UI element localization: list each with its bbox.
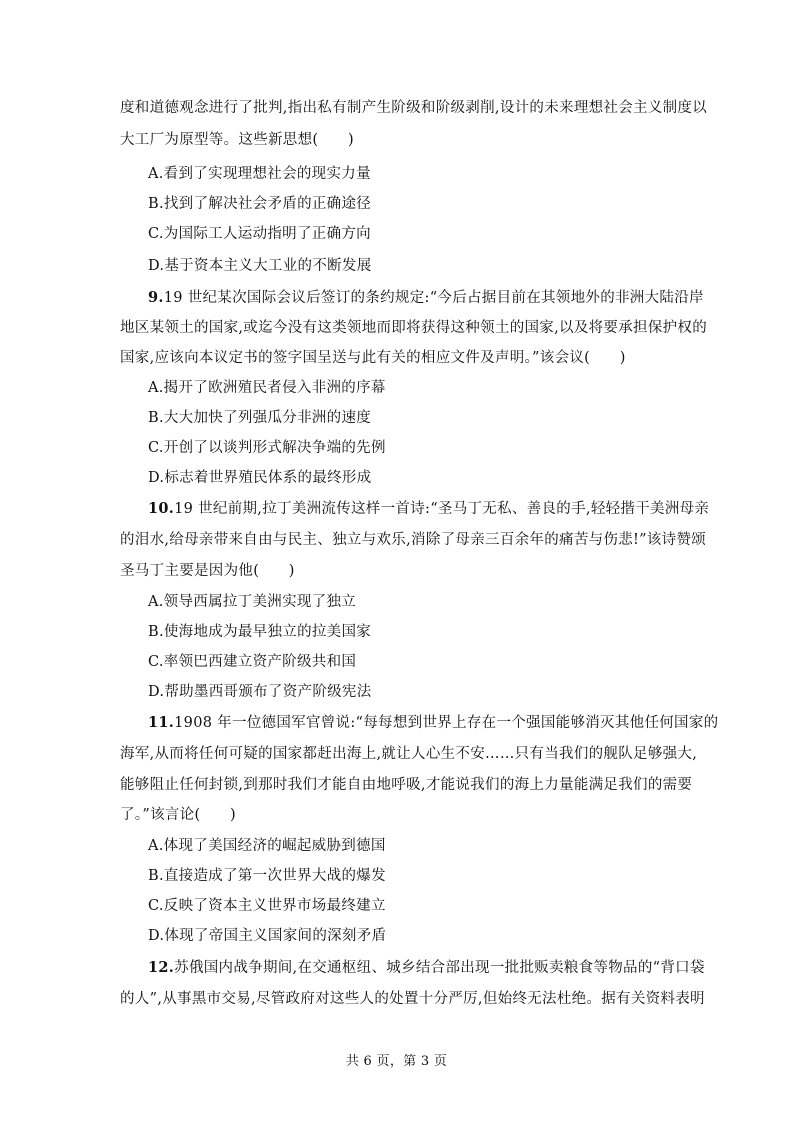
- q10-line-3: 圣马丁主要是因为他( ): [120, 563, 295, 579]
- q9-option-d: D.标志着世界殖民体系的最终形成: [148, 470, 372, 486]
- intro-option-a: A.看到了实现理想社会的现实力量: [148, 166, 371, 182]
- q11-line-2: 海军,从而将任何可疑的国家都赶出海上,就让人心生不安……只有当我们的舰队足够强大,: [120, 746, 698, 762]
- q12-number: 12.: [148, 959, 175, 976]
- q9-option-b: B.大大加快了列强瓜分非洲的速度: [148, 410, 372, 426]
- q12-text-1: 苏俄国内战争期间,在交通枢纽、城乡结合部出现一批批贩卖粮食等物品的“背口袋: [174, 960, 705, 976]
- q9-option-c: C.开创了以谈判形式解决争端的先例: [148, 440, 386, 456]
- intro-option-b: B.找到了解决社会矛盾的正确途径: [148, 196, 372, 212]
- intro-option-c: C.为国际工人运动指明了正确方向: [148, 226, 371, 242]
- page-footer: 共 6 页，第 3 页: [345, 1054, 448, 1069]
- q10-text-1: 19 世纪前期,拉丁美洲流传这样一首诗:“圣马丁无私、善良的手,轻轻揩干美洲母亲: [174, 501, 710, 517]
- q11-line-3: 能够阻止任何封锁,到那时我们才能自由地呼吸,才能说我们的海上力量能满足我们的需要: [120, 777, 693, 793]
- q10-option-a: A.领导西属拉丁美洲实现了独立: [148, 594, 357, 610]
- q11-line-1: [148, 711, 718, 732]
- q11-number: 11.: [148, 714, 175, 731]
- intro-option-d: D.基于资本主义大工业的不断发展: [148, 258, 372, 274]
- q9-line-1: [148, 286, 704, 307]
- q11-line-4: 了。”该言论( ): [120, 807, 236, 823]
- q10-option-b: B.使海地成为最早独立的拉美国家: [148, 624, 372, 640]
- intro-line-2: 大工厂为原型等。这些新思想( ): [120, 132, 354, 148]
- q10-number: 10.: [148, 500, 175, 517]
- q11-text-1: 1908 年一位德国军官曾说:“每每想到世界上存在一个强国能够消灭其他任何国家的: [174, 715, 719, 731]
- q9-number: 9.: [148, 289, 164, 306]
- q11-option-a: A.体现了美国经济的崛起威胁到德国: [148, 838, 386, 854]
- q10-line-2: 的泪水,给母亲带来自由与民主、独立与欢乐,消除了母亲三百余年的痛苦与伤悲!”该诗赞颂: [120, 532, 707, 548]
- q9-text-1: 19 世纪某次国际会议后签订的条约规定:“今后占据目前在其领地外的非洲大陆沿岸: [163, 290, 704, 306]
- q10-line-1: [148, 497, 709, 518]
- q10-option-d: D.帮助墨西哥颁布了资产阶级宪法: [148, 684, 372, 700]
- q12-line-2: 的人”,从事黑市交易,尽管政府对这些人的处置十分严厉,但始终无法杜绝。据有关资料表明: [120, 991, 705, 1007]
- q9-option-a: A.揭开了欧洲殖民者侵入非洲的序幕: [148, 380, 386, 396]
- q11-option-d: D.体现了帝国主义国家间的深刻矛盾: [148, 928, 387, 944]
- q11-option-b: B.直接造成了第一次世界大战的爆发: [148, 868, 386, 884]
- q10-option-c: C.率领巴西建立资产阶级共和国: [148, 654, 357, 670]
- q12-line-1: [148, 956, 705, 977]
- q11-option-c: C.反映了资本主义世界市场最终建立: [148, 898, 386, 914]
- q9-line-2: 地区某领土的国家,或迄今没有这类领地而即将获得这种领土的国家,以及将要承担保护权的: [120, 320, 708, 336]
- q9-line-3: 国家,应该向本议定书的签字国呈送与此有关的相应文件及声明。”该会议( ): [120, 350, 626, 366]
- intro-line-1: 度和道德观念进行了批判,指出私有制产生阶级和阶级剥削,设计的未来理想社会主义制度以: [120, 100, 708, 116]
